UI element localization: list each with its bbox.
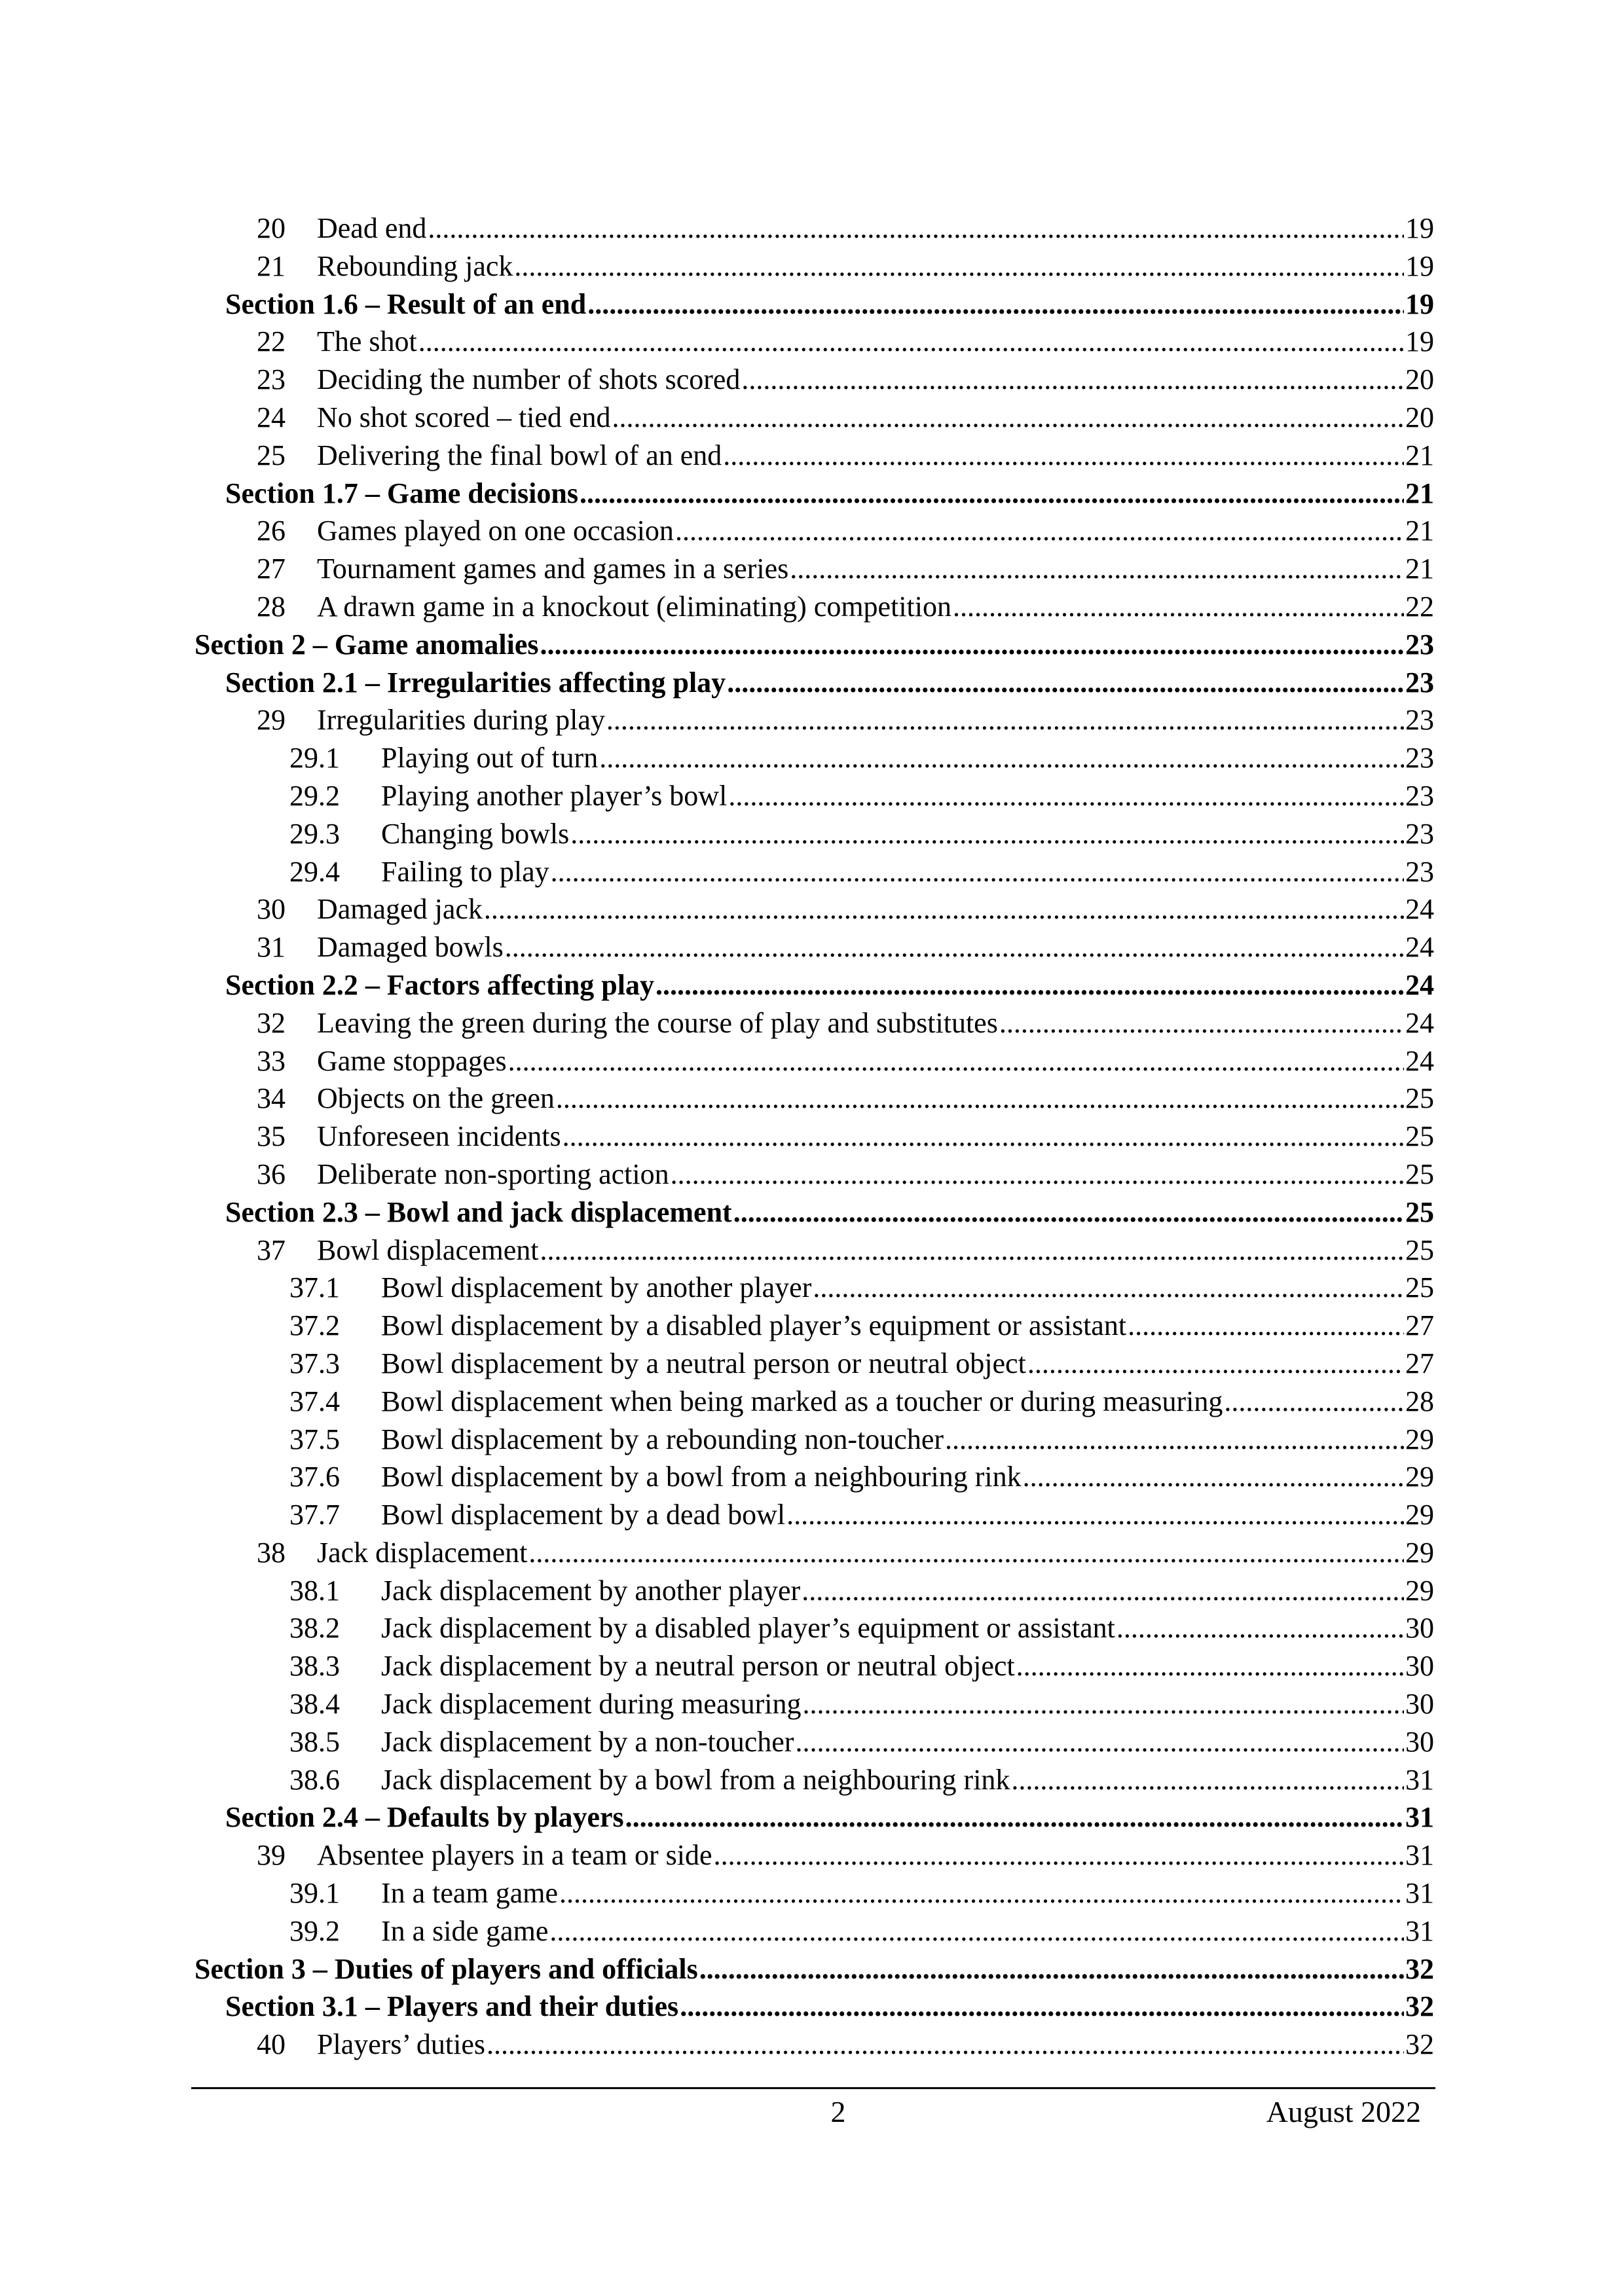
toc-entry-page: 32 xyxy=(1405,1990,1434,2023)
toc-entry-title: Absentee players in a team or side xyxy=(317,1839,712,1872)
toc-entry-number: 37.6 xyxy=(289,1461,340,1493)
toc-entry[interactable] xyxy=(191,1156,1434,1194)
toc-entry-page: 23 xyxy=(1405,817,1434,850)
toc-entry-title: Section 3.1 – Players and their duties xyxy=(225,1990,679,2023)
dot-leader xyxy=(1224,1383,1404,1421)
dot-leader xyxy=(699,1950,1404,1988)
toc-entry[interactable] xyxy=(191,1345,1434,1383)
dot-leader xyxy=(484,890,1404,928)
toc-section-heading[interactable] xyxy=(191,1194,1434,1231)
dot-leader xyxy=(418,323,1404,361)
toc-entry-number: 38.3 xyxy=(289,1650,340,1683)
toc-entry-number: 40 xyxy=(257,2028,286,2061)
dot-leader xyxy=(714,1836,1404,1874)
toc-entry-title: Bowl displacement by a neutral person or neutral object xyxy=(381,1347,1026,1379)
toc-entry-page: 29 xyxy=(1405,1536,1434,1569)
toc-entry[interactable] xyxy=(191,247,1434,285)
dot-leader xyxy=(549,1912,1404,1950)
toc-section-heading[interactable] xyxy=(191,1798,1434,1836)
toc-entry-title: Irregularities during play xyxy=(317,704,605,737)
toc-entry-page: 31 xyxy=(1405,1801,1434,1834)
toc-entry-number: 29.4 xyxy=(289,855,340,888)
dot-leader xyxy=(655,966,1404,1004)
toc-entry-page: 23 xyxy=(1405,779,1434,812)
toc-entry[interactable] xyxy=(191,739,1434,777)
toc-entry-number: 29.2 xyxy=(289,779,340,812)
toc-entry[interactable] xyxy=(191,1572,1434,1610)
toc-entry-page: 30 xyxy=(1405,1650,1434,1683)
dot-leader xyxy=(1011,1761,1404,1799)
toc-entry-title: Damaged bowls xyxy=(317,931,504,964)
dot-leader xyxy=(514,247,1404,285)
toc-entry-page: 23 xyxy=(1405,855,1434,888)
toc-entry[interactable] xyxy=(191,1534,1434,1572)
toc-entry-number: 38.6 xyxy=(289,1763,340,1796)
dot-leader xyxy=(606,701,1404,739)
toc-entry-number: 22 xyxy=(257,325,286,358)
toc-entry-page: 19 xyxy=(1405,287,1434,320)
toc-entry-page: 27 xyxy=(1405,1347,1434,1379)
toc-entry[interactable] xyxy=(191,1080,1434,1118)
toc-entry-title: Games played on one occasion xyxy=(317,515,674,547)
toc-entry-title: Bowl displacement by a dead bowl xyxy=(381,1499,786,1531)
toc-entry-title: Delivering the final bowl of an end xyxy=(317,439,722,471)
dot-leader xyxy=(612,399,1404,437)
toc-entry[interactable] xyxy=(191,2026,1434,2064)
toc-entry-title: Objects on the green xyxy=(317,1082,555,1115)
footer-divider xyxy=(191,2087,1435,2089)
footer-page-number: 2 xyxy=(830,2095,846,2128)
toc-entry-number: 38.5 xyxy=(289,1725,340,1758)
toc-entry[interactable] xyxy=(191,890,1434,928)
dot-leader xyxy=(559,1874,1404,1912)
toc-section-heading[interactable] xyxy=(191,966,1434,1004)
toc-entry-page: 29 xyxy=(1405,1423,1434,1455)
dot-leader xyxy=(1128,1307,1404,1345)
toc-entry-page: 28 xyxy=(1405,1385,1434,1417)
dot-leader xyxy=(813,1269,1404,1307)
toc-section-heading[interactable] xyxy=(191,285,1434,323)
toc-entry-title: Leaving the green during the course of play and substitutes xyxy=(317,1006,998,1039)
toc-entry-number: 31 xyxy=(257,931,286,964)
toc-entry-page: 25 xyxy=(1405,1233,1434,1266)
toc-entry-title: Tournament games and games in a series xyxy=(317,553,789,585)
toc-entry-title: Bowl displacement xyxy=(317,1233,539,1266)
toc-entry-page: 32 xyxy=(1405,2028,1434,2061)
toc-entry-page: 25 xyxy=(1405,1157,1434,1190)
toc-entry-title: Jack displacement by a non-toucher xyxy=(381,1725,794,1758)
toc-entry[interactable] xyxy=(191,437,1434,475)
toc-section-heading[interactable] xyxy=(191,475,1434,513)
toc-entry-number: 32 xyxy=(257,1006,286,1039)
dot-leader xyxy=(487,2026,1404,2064)
toc-entry-number: 39 xyxy=(257,1839,286,1872)
toc-entry-number: 39.2 xyxy=(289,1914,340,1947)
dot-leader xyxy=(999,1004,1404,1042)
dot-leader xyxy=(580,475,1404,513)
dot-leader xyxy=(540,1231,1405,1269)
toc-entry-number: 28 xyxy=(257,590,286,623)
toc-entry-page: 19 xyxy=(1405,249,1434,282)
dot-leader xyxy=(953,588,1404,626)
toc-entry[interactable] xyxy=(191,550,1434,588)
toc-entry[interactable] xyxy=(191,1836,1434,1874)
toc-section-heading[interactable] xyxy=(191,664,1434,702)
dot-leader xyxy=(945,1421,1404,1459)
toc-entry-page: 31 xyxy=(1405,1914,1434,1947)
toc-entry-page: 24 xyxy=(1405,931,1434,964)
dot-leader xyxy=(802,1572,1404,1610)
toc-entry[interactable] xyxy=(191,210,1434,247)
toc-entry-number: 37.1 xyxy=(289,1271,340,1304)
toc-entry-page: 21 xyxy=(1405,477,1434,509)
dot-leader xyxy=(570,815,1404,853)
dot-leader xyxy=(540,626,1404,664)
dot-leader xyxy=(1116,1609,1404,1647)
toc-entry[interactable] xyxy=(191,853,1434,891)
toc-entry-page: 25 xyxy=(1405,1271,1434,1304)
toc-entry-number: 24 xyxy=(257,401,286,433)
toc-entry-title: Section 2.4 – Defaults by players xyxy=(225,1801,624,1834)
dot-leader xyxy=(587,285,1404,323)
toc-entry-title: Section 2.1 – Irregularities affecting play xyxy=(225,666,726,699)
toc-entry-page: 19 xyxy=(1405,325,1434,358)
toc-entry-number: 38 xyxy=(257,1536,286,1569)
toc-entry-title: Unforeseen incidents xyxy=(317,1120,561,1153)
toc-entry-page: 19 xyxy=(1405,212,1434,244)
toc-entry-title: Section 1.7 – Game decisions xyxy=(225,477,578,509)
toc-entry-page: 31 xyxy=(1405,1877,1434,1910)
dot-leader xyxy=(790,550,1404,588)
dot-leader xyxy=(733,1194,1404,1231)
toc-entry[interactable] xyxy=(191,1042,1434,1080)
toc-entry-page: 21 xyxy=(1405,439,1434,471)
toc-entry-title: Jack displacement xyxy=(317,1536,528,1569)
toc-entry-title: A drawn game in a knockout (eliminating) competition xyxy=(317,590,951,623)
toc-entry[interactable] xyxy=(191,1874,1434,1912)
toc-entry-title: No shot scored – tied end xyxy=(317,401,611,433)
toc-entry-page: 29 xyxy=(1405,1499,1434,1531)
toc-entry-title: Deciding the number of shots scored xyxy=(317,363,741,396)
dot-leader xyxy=(741,361,1404,399)
toc-entry[interactable] xyxy=(191,1269,1434,1307)
toc-entry-number: 37.4 xyxy=(289,1385,340,1417)
toc-entry-title: Bowl displacement by a bowl from a neighbouring rink xyxy=(381,1461,1022,1493)
toc-entry[interactable] xyxy=(191,777,1434,815)
toc-entry-title: Bowl displacement when being marked as a toucher or during measuring xyxy=(381,1385,1223,1417)
toc-entry-title: The shot xyxy=(317,325,417,358)
toc-entry-title: Game stoppages xyxy=(317,1044,507,1077)
toc-entry[interactable] xyxy=(191,815,1434,853)
toc-section-heading[interactable] xyxy=(191,626,1434,664)
toc-entry[interactable] xyxy=(191,361,1434,399)
toc-entry-page: 29 xyxy=(1405,1461,1434,1493)
toc-entry-title: Jack displacement by a disabled player’s equipment or assistant xyxy=(381,1612,1115,1645)
toc-entry-page: 25 xyxy=(1405,1082,1434,1115)
toc-entry-title: Playing out of turn xyxy=(381,742,599,774)
toc-entry-number: 37.3 xyxy=(289,1347,340,1379)
toc-entry-page: 30 xyxy=(1405,1688,1434,1721)
toc-entry-page: 31 xyxy=(1405,1839,1434,1872)
toc-entry[interactable] xyxy=(191,1685,1434,1723)
toc-entry[interactable] xyxy=(191,1458,1434,1496)
toc-entry-number: 37.2 xyxy=(289,1309,340,1342)
toc-entry[interactable] xyxy=(191,1647,1434,1685)
footer-date: August 2022 xyxy=(1266,2095,1421,2128)
toc-entry-number: 29.3 xyxy=(289,817,340,850)
toc-entry-page: 24 xyxy=(1405,893,1434,926)
toc-entry[interactable] xyxy=(191,1004,1434,1042)
toc-entry-page: 24 xyxy=(1405,968,1434,1001)
toc-entry-page: 21 xyxy=(1405,515,1434,547)
toc-entry[interactable] xyxy=(191,399,1434,437)
toc-entry-title: Rebounding jack xyxy=(317,249,513,282)
dot-leader xyxy=(505,928,1404,966)
toc-entry-number: 38.1 xyxy=(289,1574,340,1607)
toc-entry-number: 29 xyxy=(257,704,286,737)
dot-leader xyxy=(428,210,1404,247)
toc-entry-page: 30 xyxy=(1405,1612,1434,1645)
toc-entry-title: Damaged jack xyxy=(317,893,483,926)
toc-entry-page: 32 xyxy=(1405,1952,1434,1985)
toc-entry-page: 22 xyxy=(1405,590,1434,623)
toc-entry-page: 21 xyxy=(1405,553,1434,585)
dot-leader xyxy=(551,853,1404,891)
toc-entry-number: 26 xyxy=(257,515,286,547)
toc-entry-title: Section 2.3 – Bowl and jack displacement xyxy=(225,1195,732,1228)
toc-entry[interactable] xyxy=(191,1496,1434,1534)
toc-entry-page: 20 xyxy=(1405,401,1434,433)
toc-entry-page: 24 xyxy=(1405,1006,1434,1039)
dot-leader xyxy=(795,1723,1404,1761)
toc-entry[interactable] xyxy=(191,1421,1434,1459)
toc-entry-number: 27 xyxy=(257,553,286,585)
toc-entry-title: In a side game xyxy=(381,1914,549,1947)
toc-entry-title: Deliberate non-sporting action xyxy=(317,1157,669,1190)
toc-entry[interactable] xyxy=(191,588,1434,626)
toc-entry-page: 23 xyxy=(1405,704,1434,737)
toc-entry-number: 23 xyxy=(257,363,286,396)
toc-entry[interactable] xyxy=(191,701,1434,739)
toc-entry-number: 39.1 xyxy=(289,1877,340,1910)
toc-entry[interactable] xyxy=(191,1723,1434,1761)
dot-leader xyxy=(563,1118,1404,1156)
toc-entry-page: 25 xyxy=(1405,1120,1434,1153)
toc-entry-title: Changing bowls xyxy=(381,817,570,850)
toc-entry-page: 23 xyxy=(1405,666,1434,699)
toc-entry-title: In a team game xyxy=(381,1877,558,1910)
toc-entry-page: 29 xyxy=(1405,1574,1434,1607)
toc-entry[interactable] xyxy=(191,1912,1434,1950)
toc-entry-title: Failing to play xyxy=(381,855,549,888)
toc-entry-page: 27 xyxy=(1405,1309,1434,1342)
dot-leader xyxy=(528,1534,1404,1572)
dot-leader xyxy=(556,1080,1404,1118)
toc-entry-title: Bowl displacement by another player xyxy=(381,1271,812,1304)
toc-entry-number: 36 xyxy=(257,1157,286,1190)
toc-entry-number: 37 xyxy=(257,1233,286,1266)
toc-entry-number: 38.4 xyxy=(289,1688,340,1721)
dot-leader xyxy=(786,1496,1404,1534)
toc-entry-page: 23 xyxy=(1405,742,1434,774)
toc-entry-title: Section 3 – Duties of players and officials xyxy=(194,1952,698,1985)
toc-entry[interactable] xyxy=(191,1307,1434,1345)
toc-entry-title: Playing another player’s bowl xyxy=(381,779,728,812)
toc-entry[interactable] xyxy=(191,928,1434,966)
toc-entry-number: 30 xyxy=(257,893,286,926)
toc-entry[interactable] xyxy=(191,323,1434,361)
toc-entry-number: 35 xyxy=(257,1120,286,1153)
dot-leader xyxy=(680,1988,1404,2026)
dot-leader xyxy=(675,512,1404,550)
toc-entry-title: Jack displacement by another player xyxy=(381,1574,801,1607)
dot-leader xyxy=(508,1042,1404,1080)
toc-entry-page: 30 xyxy=(1405,1725,1434,1758)
dot-leader xyxy=(728,777,1404,815)
dot-leader xyxy=(671,1156,1404,1194)
dot-leader xyxy=(727,664,1404,702)
dot-leader xyxy=(1027,1345,1404,1383)
toc-entry-title: Section 2 – Game anomalies xyxy=(194,628,539,661)
toc-entry-title: Bowl displacement by a rebounding non-toucher xyxy=(381,1423,944,1455)
toc-entry-title: Section 1.6 – Result of an end xyxy=(225,287,587,320)
toc-entry[interactable] xyxy=(191,1118,1434,1156)
toc-entry-number: 37.7 xyxy=(289,1499,340,1531)
toc-entry-number: 38.2 xyxy=(289,1612,340,1645)
toc-entry-number: 33 xyxy=(257,1044,286,1077)
toc-entry-number: 34 xyxy=(257,1082,286,1115)
toc-entry-number: 25 xyxy=(257,439,286,471)
toc-entry[interactable] xyxy=(191,1761,1434,1799)
toc-entry[interactable] xyxy=(191,1383,1434,1421)
toc-entry-title: Jack displacement by a bowl from a neighbouring rink xyxy=(381,1763,1010,1796)
toc-entry-page: 25 xyxy=(1405,1195,1434,1228)
toc-entry-page: 31 xyxy=(1405,1763,1434,1796)
toc-entry[interactable] xyxy=(191,1231,1434,1269)
toc-entry-number: 21 xyxy=(257,249,286,282)
toc-entry[interactable] xyxy=(191,512,1434,550)
toc-entry[interactable] xyxy=(191,1609,1434,1647)
dot-leader xyxy=(1016,1647,1404,1685)
toc-entry-title: Players’ duties xyxy=(317,2028,486,2061)
toc-entry-title: Jack displacement by a neutral person or neutral object xyxy=(381,1650,1015,1683)
toc-entry-number: 20 xyxy=(257,212,286,244)
dot-leader xyxy=(1023,1458,1404,1496)
toc-entry-title: Section 2.2 – Factors affecting play xyxy=(225,968,654,1001)
toc-entry-number: 37.5 xyxy=(289,1423,340,1455)
toc-entry-title: Jack displacement during measuring xyxy=(381,1688,802,1721)
dot-leader xyxy=(802,1685,1404,1723)
dot-leader xyxy=(625,1798,1404,1836)
toc-entry-number: 29.1 xyxy=(289,742,340,774)
toc-entry-title: Dead end xyxy=(317,212,427,244)
dot-leader xyxy=(723,437,1404,475)
toc-entry-page: 20 xyxy=(1405,363,1434,396)
table-of-contents xyxy=(191,210,1434,2064)
toc-section-heading[interactable] xyxy=(191,1988,1434,2026)
toc-entry-page: 23 xyxy=(1405,628,1434,661)
toc-entry-title: Bowl displacement by a disabled player’s equipment or assistant xyxy=(381,1309,1127,1342)
dot-leader xyxy=(599,739,1404,777)
toc-entry-page: 24 xyxy=(1405,1044,1434,1077)
toc-section-heading[interactable] xyxy=(191,1950,1434,1988)
